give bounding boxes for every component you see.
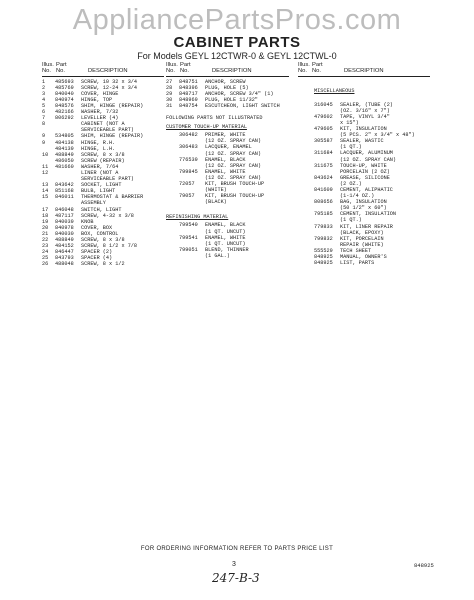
part-description: LEVELLER (4)	[81, 115, 119, 122]
part-description: SWITCH, LIGHT	[81, 206, 122, 213]
part-number: 485693	[55, 78, 74, 85]
header-description: DESCRIPTION	[212, 68, 252, 75]
part-description: WASHER, 7/32	[81, 109, 119, 116]
illus-number: 24	[42, 249, 49, 256]
parts-list	[166, 222, 289, 259]
part-number: 840978	[55, 224, 74, 231]
part-description: ANCHOR, SCREW	[205, 78, 246, 85]
illus-number: 15	[42, 194, 49, 201]
header-illus: Illus.	[166, 62, 178, 68]
part-description: (BLACK)	[205, 199, 227, 206]
section-touchup-header: CUSTOMER TOUCH-UP MATERIAL	[166, 124, 247, 131]
handwritten-note: 247-B-3	[212, 571, 260, 585]
part-number: 488048	[55, 261, 74, 268]
header-illus: Illus.	[298, 62, 310, 68]
part-description: ASSEMBLY	[81, 200, 106, 207]
column-header	[166, 62, 289, 77]
illus-number: 31	[166, 102, 173, 109]
part-number: 799845	[179, 168, 198, 175]
part-description: SCREW, 8 x 3/8	[81, 237, 125, 244]
header-no: No.	[42, 68, 52, 75]
part-description: CABINET (NOT A	[81, 121, 125, 128]
part-description: BULB, LIGHT	[81, 188, 116, 195]
parts-column-3	[298, 62, 430, 266]
part-description: LACQUER, ENAMEL	[205, 144, 252, 151]
illus-number: 5	[42, 102, 46, 109]
illus-number: 13	[42, 182, 49, 189]
header-part: Part	[312, 62, 323, 68]
part-number: 482166	[55, 109, 74, 116]
part-number: 848576	[55, 102, 74, 109]
part-number: 848751	[179, 78, 198, 85]
part-number: 848754	[179, 102, 198, 109]
ordering-info-footer: FOR ORDERING INFORMATION REFER TO PARTS PRICE LIST	[140, 546, 334, 552]
part-number: 799051	[179, 246, 198, 253]
part-description: x 15")	[340, 119, 359, 126]
part-number: 843642	[55, 182, 74, 189]
header-illus: Illus.	[42, 62, 54, 68]
part-description: PLUG, HOLE (5)	[205, 84, 249, 91]
page-number: 3	[232, 561, 236, 568]
part-description: HINGE, L.H.	[81, 145, 116, 152]
part-description: PRIMER, WHITE	[205, 132, 246, 139]
part-description: WASHER, 7/64	[81, 163, 119, 170]
illus-number: 11	[42, 163, 49, 170]
part-description: SHIM, HINGE (REPAIR)	[81, 133, 144, 140]
part-description: PORCELAIN (2 OZ)	[340, 168, 390, 175]
illus-number: 9	[42, 133, 46, 140]
part-description: COVER, HINGE	[81, 90, 119, 97]
part-description: CEMENT, INSULATION	[340, 211, 397, 218]
part-number: 479605	[314, 126, 333, 133]
part-description: SCREW, 8 x 3/8	[81, 151, 125, 158]
parts-list	[42, 79, 164, 268]
part-description: LIST, PARTS	[340, 260, 375, 267]
part-number: 848717	[179, 90, 198, 97]
part-description: (BLACK, EPOXY)	[340, 229, 384, 236]
document-number: 848925	[414, 562, 434, 569]
part-number: 534805	[55, 133, 74, 140]
part-description: (12 OZ. SPRAY CAN)	[205, 150, 262, 157]
parts-column-2	[166, 62, 289, 259]
part-number: 488849	[55, 237, 74, 244]
part-number: 846048	[55, 206, 74, 213]
part-description: SEALER, (TUBE (2)	[340, 101, 393, 108]
part-description: TOUCH-UP, WHITE	[340, 162, 387, 169]
header-no: No.	[180, 68, 190, 75]
part-description: (2 OZ.)	[340, 180, 362, 187]
illus-number: 22	[42, 237, 49, 244]
part-description: (12 OZ. SPRAY CAN)	[205, 162, 262, 169]
part-description: COVER, BOX	[81, 224, 113, 231]
part-number: 848925	[314, 254, 333, 261]
part-number: 488849	[55, 151, 74, 158]
illus-number: 26	[42, 261, 49, 268]
illus-number: 12	[42, 170, 49, 176]
part-number: 484152	[55, 243, 74, 250]
part-description: (1 QT. UNCUT)	[205, 240, 246, 247]
header-part: Part	[180, 62, 191, 68]
part-description: (5 PCS. 2" x 3/4" x 48")	[340, 132, 415, 139]
part-number	[179, 199, 203, 205]
illus-number: 27	[166, 78, 173, 85]
illus-number: 30	[166, 96, 173, 103]
part-description: SERVICEABLE PART)	[81, 176, 134, 183]
part-number	[179, 253, 203, 259]
part-description: LACQUER, ALUMINUM	[340, 150, 393, 157]
illus-number: 29	[166, 90, 173, 97]
column-header	[42, 62, 164, 77]
part-description: SPACER (2)	[81, 249, 113, 256]
part-number: 799540	[179, 222, 198, 229]
part-number: 840040	[55, 90, 74, 97]
header-no: No.	[312, 68, 322, 75]
part-description: SCREW (REPAIR)	[81, 157, 125, 164]
part-description: (1 QT. UNCUT)	[205, 228, 246, 235]
illus-number: 2	[42, 84, 46, 91]
part-description: ENAMEL, BLACK	[205, 222, 246, 229]
illus-number: 20	[42, 224, 49, 231]
part-number: 555529	[314, 247, 333, 254]
header-no: No.	[166, 68, 176, 75]
part-description: HINGE, TOP	[81, 96, 113, 103]
part-number: 484139	[55, 145, 74, 152]
part-description: TAPE, VINYL 3/4"	[340, 113, 390, 120]
part-description: KIT, PORCELAIN	[340, 235, 384, 242]
header-description: DESCRIPTION	[344, 68, 384, 75]
section-miscellaneous-header: MISCELLANEOUS	[314, 87, 355, 94]
part-description: (12 OZ. SPRAY CAN)	[205, 138, 262, 145]
part-number: 485769	[55, 84, 74, 91]
part-number: 848925	[314, 260, 333, 267]
illus-number: 14	[42, 188, 49, 195]
part-description: KIT, LINER REPAIR	[340, 223, 393, 230]
part-description: KIT, INSULATION	[340, 126, 387, 133]
part-number: 848969	[179, 96, 198, 103]
part-description: KIT, BRUSH TOUCH-UP	[205, 193, 265, 200]
parts-list	[166, 132, 289, 205]
part-description: (12 OZ. SPRAY CAN)	[205, 174, 262, 181]
parts-list	[166, 79, 289, 109]
part-description: SCREW, 8 1/2 x 7/8	[81, 243, 138, 250]
part-description: BOX, CONTROL	[81, 230, 119, 237]
illus-number: 25	[42, 255, 49, 262]
part-description: KNOB	[81, 218, 94, 225]
column-header	[298, 62, 430, 77]
part-number: 311675	[314, 162, 333, 169]
illus-number: 8	[42, 121, 46, 128]
illus-number: 28	[166, 84, 173, 91]
part-description: CEMENT, ALIPHATIC	[340, 187, 393, 193]
watermark: AppliancePartsPros.com	[72, 4, 402, 36]
part-description: LINER (NOT A	[81, 170, 119, 176]
page-subtitle: For Models GEYL 12CTWR-0 & GEYL 12CTWL-0	[137, 51, 337, 61]
section-refinishing-header: REFINISHING MATERIAL	[166, 214, 229, 221]
part-number: 840039	[55, 218, 74, 225]
part-number: 79057	[179, 193, 195, 200]
header-no: No.	[56, 68, 66, 75]
part-description: THERMOSTAT & BARRIER	[81, 194, 144, 201]
part-row	[166, 199, 289, 205]
part-description: (50 1/2" x 60")	[340, 205, 387, 212]
part-number: 306482	[179, 132, 198, 139]
part-number: 843793	[55, 255, 74, 262]
parts-column-1	[42, 62, 164, 268]
part-number: 799541	[179, 234, 198, 241]
part-description: HINGE, R.H.	[81, 139, 116, 146]
part-number: 840974	[55, 96, 74, 103]
part-row	[298, 260, 430, 266]
part-number: 851168	[55, 188, 74, 195]
part-description: GREASE, SILICONE	[340, 174, 390, 181]
illus-number: 7	[42, 115, 46, 122]
part-number: 481660	[55, 163, 74, 170]
part-description: BAG, INSULATION	[340, 199, 387, 206]
illus-number	[166, 253, 177, 259]
part-description: SCREW, 12-24 x 3/4	[81, 84, 138, 91]
part-description: REPAIR (WHITE)	[340, 241, 384, 248]
part-description: (OZ. 3/16" x 7")	[340, 107, 390, 114]
part-number: 840030	[55, 230, 74, 237]
header-description: DESCRIPTION	[88, 68, 128, 75]
part-number: 799832	[314, 235, 333, 242]
part-description: ENAMEL, WHITE	[205, 168, 246, 175]
illus-number: 6	[42, 109, 46, 116]
part-description: SCREW, 4-32 x 3/8	[81, 212, 134, 219]
part-description: (1 GAL.)	[205, 252, 230, 259]
part-number: 311684	[314, 150, 333, 157]
part-description: ANCHOR, SCREW 3/4" (1)	[205, 90, 274, 97]
part-description: SPACER (4)	[81, 255, 113, 262]
part-number: 72057	[179, 181, 195, 187]
part-description: (1 QT.)	[340, 217, 362, 224]
illus-number: 10	[42, 151, 49, 158]
part-description: ENAMEL, BLACK	[205, 156, 246, 163]
part-description: MANUAL, OWNER'S	[340, 254, 387, 261]
part-description: ENAMEL, WHITE	[205, 234, 246, 241]
part-number: 316045	[314, 101, 333, 108]
part-number: 808656	[314, 199, 333, 206]
header-no: No.	[298, 68, 308, 75]
illus-number: 17	[42, 206, 49, 213]
part-description: SERVICEABLE PART)	[81, 127, 134, 134]
part-number: 484138	[55, 139, 74, 146]
header-part: Part	[56, 62, 67, 68]
part-description: SHIM, HINGE (REPAIR)	[81, 102, 144, 109]
illus-number: 18	[42, 212, 49, 219]
part-row	[166, 103, 289, 109]
part-description: (1-1/4 OZ.)	[340, 193, 375, 200]
part-description: BLEND, THINNER	[205, 246, 249, 253]
illus-number: 3	[42, 90, 46, 97]
part-number: 779833	[314, 223, 333, 230]
illus-number: 21	[42, 230, 49, 237]
illus-number: 19	[42, 218, 49, 225]
part-number: 843624	[314, 174, 333, 181]
part-number: 487117	[55, 212, 74, 219]
part-description: SCREW, 8 x 1/2	[81, 261, 125, 268]
part-number: 806292	[55, 115, 74, 122]
part-description: SCREW, 10 32 x 3/4	[81, 78, 138, 85]
page-title: CABINET PARTS	[173, 34, 301, 51]
part-number: 306483	[179, 144, 198, 151]
part-description: ESCUTCHEON, LIGHT SWITCH	[205, 102, 280, 109]
part-number: 841609	[314, 187, 333, 193]
part-description: (WHITE)	[205, 187, 227, 194]
illus-number: 1	[42, 78, 46, 85]
part-row	[166, 253, 289, 259]
part-description: PLUG, HOLE 11/32"	[205, 96, 258, 103]
part-number: 486050	[55, 157, 74, 164]
part-description: (1 QT.)	[340, 144, 362, 151]
part-number: 846447	[55, 249, 74, 256]
part-number: 848396	[179, 84, 198, 91]
illus-number	[166, 199, 177, 205]
part-description: (12 OZ. SPRAY CAN)	[340, 156, 397, 163]
part-number: 305587	[314, 138, 333, 145]
part-description: KIT, BRUSH TOUCH-UP	[205, 181, 265, 187]
illus-number: 23	[42, 243, 49, 250]
part-number: 776539	[179, 156, 198, 163]
part-number: 479602	[314, 113, 333, 120]
not-illustrated-note: FOLLOWING PARTS NOT ILLUSTRATED	[166, 115, 263, 122]
part-number: 846011	[55, 194, 74, 201]
parts-list	[298, 102, 430, 267]
illus-number: 4	[42, 96, 46, 103]
illus-number: 9	[42, 139, 46, 146]
part-number: 795185	[314, 211, 333, 218]
part-description: TECH SHEET	[340, 247, 372, 254]
part-description: SOCKET, LIGHT	[81, 182, 122, 189]
part-description: SEALER, WASTIC	[340, 138, 384, 145]
part-row	[42, 261, 164, 267]
